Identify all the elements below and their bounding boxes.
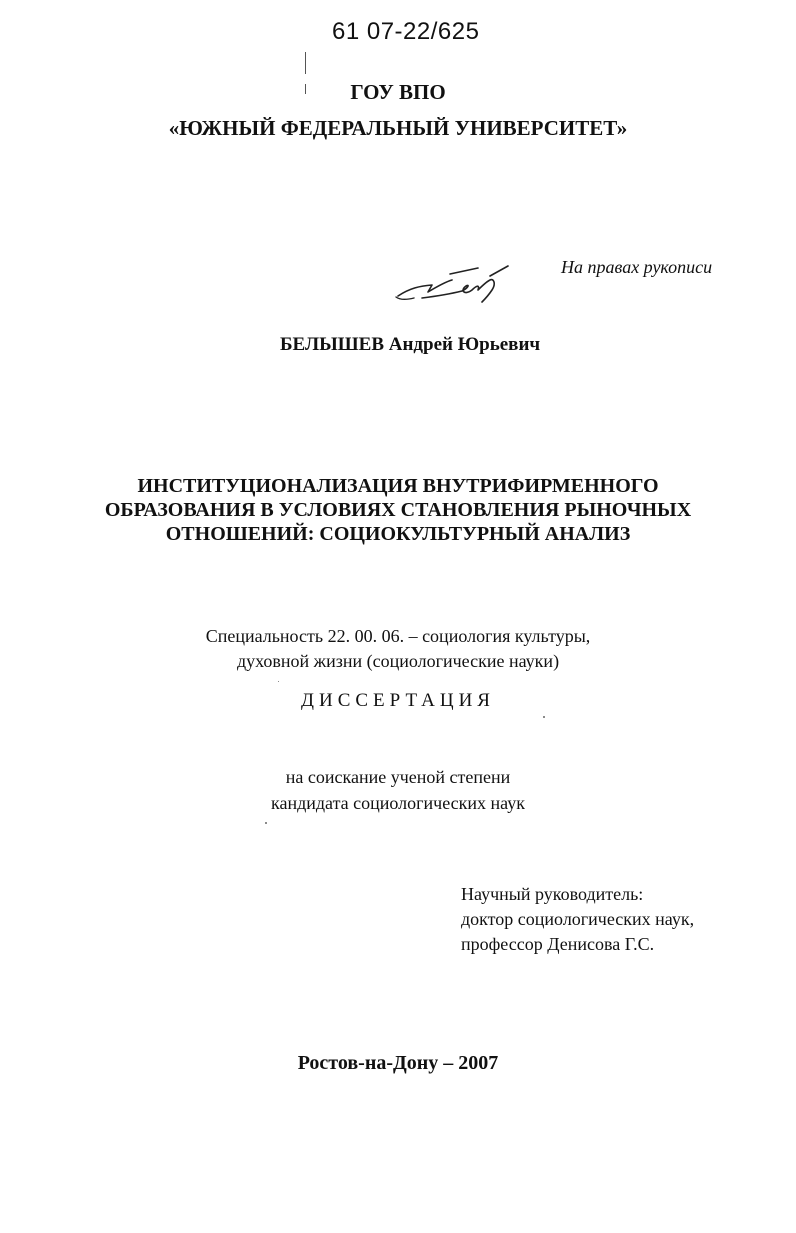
author-name: [280, 334, 540, 356]
scientific-advisor: [461, 882, 694, 957]
degree-line: на соискание ученой степени: [285, 767, 511, 787]
archive-code: 61 07-22/625: [332, 18, 480, 45]
advisor-label: Научный руководитель:: [461, 884, 644, 904]
scan-mark: [305, 52, 306, 74]
manuscript-note: На правах рукописи: [561, 257, 713, 277]
scan-speck: [278, 681, 279, 682]
signature-icon: [390, 256, 530, 316]
advisor-degree: доктор социологических наук,: [461, 909, 695, 929]
title-line: ОТНОШЕНИЙ: СОЦИОКУЛЬТУРНЫЙ АНАЛИЗ: [165, 523, 631, 545]
author-surname: БЕЛЫШЕВ: [280, 334, 385, 355]
scan-speck: [543, 716, 545, 718]
specialty-line: Специальность 22. 00. 06. – социология культуры,: [205, 626, 591, 646]
title-line: ИНСТИТУЦИОНАЛИЗАЦИЯ ВНУТРИФИРМЕННОГО: [137, 475, 659, 497]
document-type: ДИССЕРТАЦИЯ: [301, 690, 495, 711]
title-line: ОБРАЗОВАНИЯ В УСЛОВИЯХ СТАНОВЛЕНИЯ РЫНОЧНЫХ: [104, 499, 692, 521]
degree-line: кандидата социологических наук: [271, 793, 525, 813]
scan-speck: [265, 822, 267, 824]
city-year: Ростов-на-Дону – 2007: [297, 1052, 499, 1074]
specialty: [0, 624, 796, 674]
university-name: «ЮЖНЫЙ ФЕДЕРАЛЬНЫЙ УНИВЕРСИТЕТ»: [168, 116, 628, 140]
advisor-name: профессор Денисова Г.С.: [461, 934, 655, 954]
dissertation-title: [0, 474, 796, 546]
institution-type: ГОУ ВПО: [350, 80, 446, 104]
degree-sought: [0, 764, 796, 816]
specialty-line: духовной жизни (социологические науки): [236, 651, 560, 671]
author-given-names: Андрей Юрьевич: [388, 334, 541, 355]
